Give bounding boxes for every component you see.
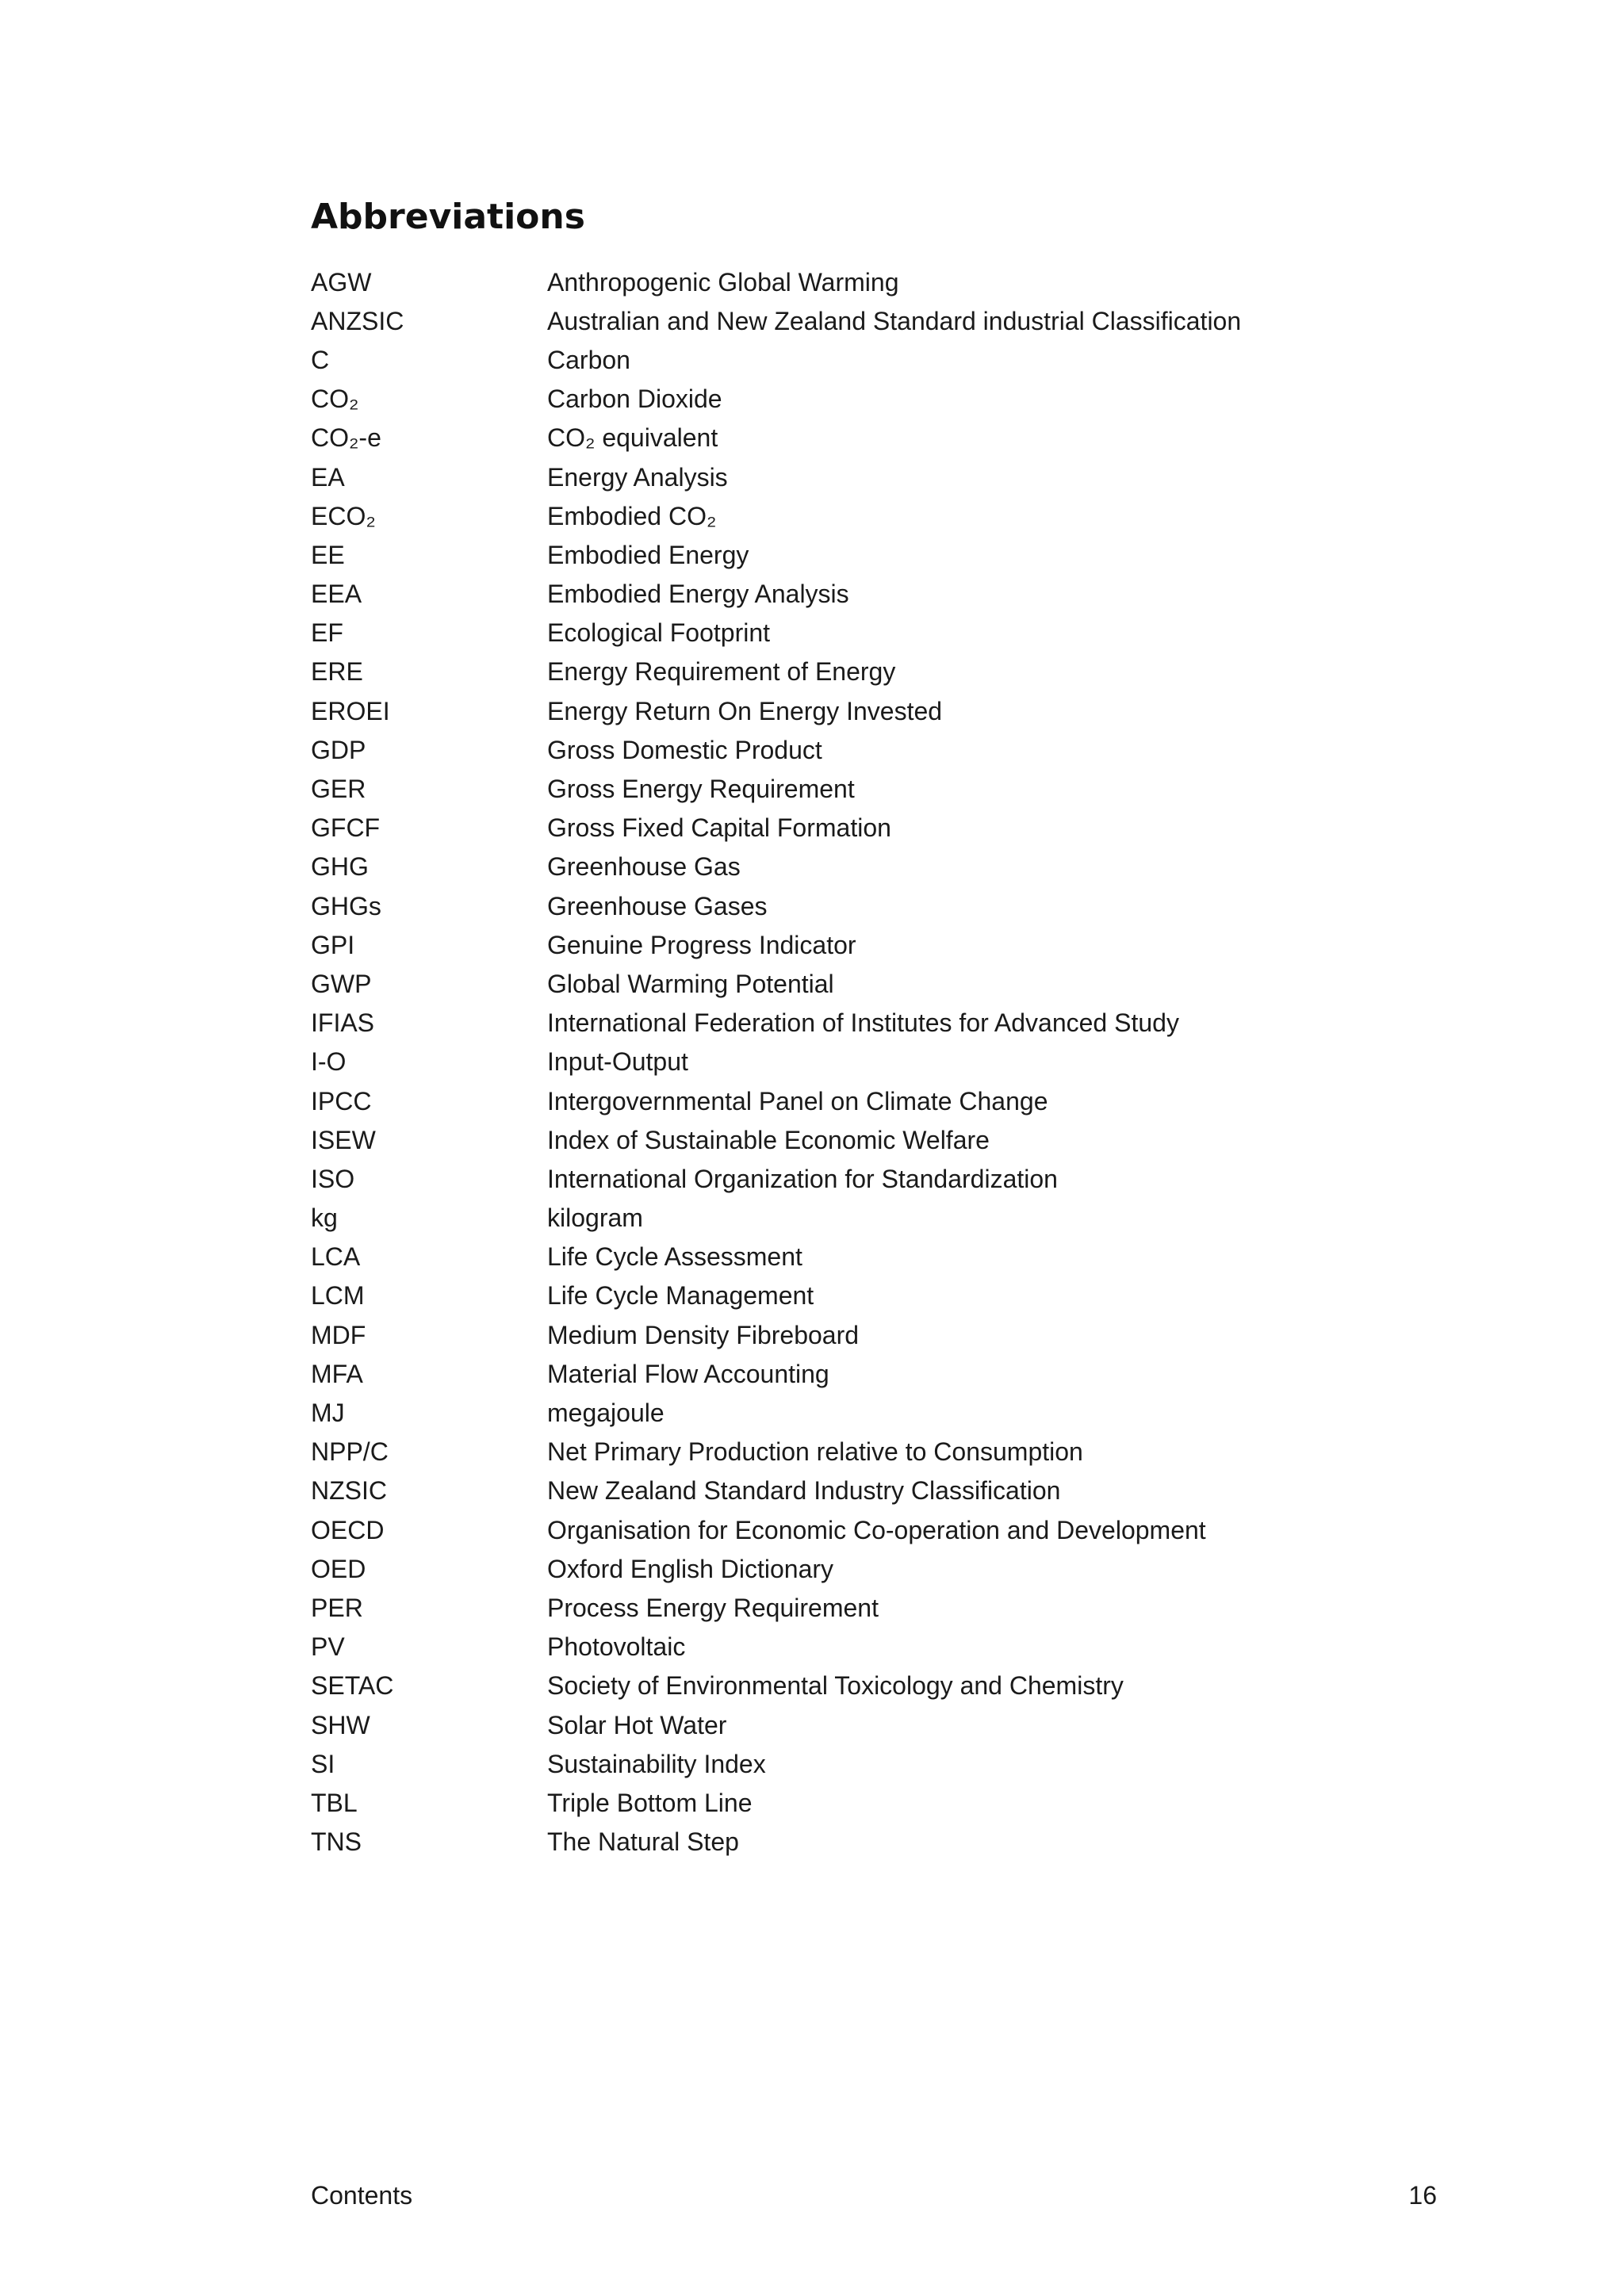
abbreviation-definition: Energy Analysis bbox=[547, 462, 728, 492]
abbreviation-row bbox=[311, 380, 1437, 419]
abbreviation-row bbox=[311, 1081, 1437, 1120]
abbreviation-row bbox=[311, 809, 1437, 848]
abbreviation-row bbox=[311, 1238, 1437, 1276]
abbreviation-code: EA bbox=[311, 462, 345, 492]
abbreviation-row bbox=[311, 535, 1437, 574]
abbreviation-code: ANZSIC bbox=[311, 306, 404, 335]
abbreviation-definition: CO₂ equivalent bbox=[547, 423, 718, 453]
abbreviation-definition: Australian and New Zealand Standard industrial Classification bbox=[547, 306, 1242, 335]
abbreviation-definition: Embodied Energy Analysis bbox=[547, 580, 849, 609]
abbreviation-code: GHG bbox=[311, 852, 369, 882]
abbreviation-definition: Gross Energy Requirement bbox=[547, 775, 855, 804]
abbreviation-definition: Material Flow Accounting bbox=[547, 1359, 829, 1388]
abbreviation-definition: Organisation for Economic Co-operation and Development bbox=[547, 1515, 1206, 1544]
abbreviation-code: I-O bbox=[311, 1047, 347, 1077]
abbreviation-definition: megajoule bbox=[547, 1399, 665, 1428]
abbreviation-definition: Input-Output bbox=[547, 1047, 688, 1077]
abbreviation-row bbox=[311, 340, 1437, 379]
abbreviation-definition: Embodied CO₂ bbox=[547, 501, 717, 530]
abbreviation-code: LCM bbox=[311, 1281, 365, 1311]
abbreviation-definition: Embodied Energy bbox=[547, 540, 749, 569]
abbreviation-row bbox=[311, 848, 1437, 886]
abbreviation-row bbox=[311, 1315, 1437, 1354]
abbreviation-code: SI bbox=[311, 1749, 335, 1778]
abbreviation-definition: Genuine Progress Indicator bbox=[547, 930, 856, 959]
abbreviation-row bbox=[311, 964, 1437, 1003]
abbreviation-code: GFCF bbox=[311, 813, 381, 843]
abbreviation-definition: Society of Environmental Toxicology and Chemistry bbox=[547, 1671, 1124, 1701]
abbreviation-code: LCA bbox=[311, 1242, 361, 1272]
abbreviation-code: MFA bbox=[311, 1359, 363, 1388]
abbreviation-row bbox=[311, 1120, 1437, 1159]
abbreviation-row bbox=[311, 1588, 1437, 1627]
abbreviation-row bbox=[311, 1199, 1437, 1238]
abbreviation-row bbox=[311, 652, 1437, 691]
abbreviation-code: OED bbox=[311, 1554, 366, 1583]
abbreviation-code: PV bbox=[311, 1632, 345, 1662]
abbreviation-definition: Medium Density Fibreboard bbox=[547, 1320, 860, 1349]
abbreviation-row bbox=[311, 1628, 1437, 1667]
abbreviation-definition: Global Warming Potential bbox=[547, 969, 834, 998]
abbreviation-definition: Energy Return On Energy Invested bbox=[547, 696, 943, 725]
abbreviation-definition: Life Cycle Assessment bbox=[547, 1242, 802, 1272]
abbreviation-definition: Photovoltaic bbox=[547, 1632, 686, 1662]
abbreviation-definition: Life Cycle Management bbox=[547, 1281, 814, 1311]
abbreviation-row bbox=[311, 301, 1437, 340]
abbreviation-code: CO₂ bbox=[311, 385, 359, 414]
abbreviation-row bbox=[311, 1471, 1437, 1510]
abbreviation-definition: Gross Domestic Product bbox=[547, 735, 822, 764]
abbreviation-code: EEA bbox=[311, 580, 362, 609]
abbreviation-code: PER bbox=[311, 1593, 363, 1622]
abbreviation-code: GDP bbox=[311, 735, 366, 764]
abbreviation-row bbox=[311, 1510, 1437, 1549]
abbreviation-definition: Ecological Footprint bbox=[547, 618, 771, 648]
abbreviation-code: SHW bbox=[311, 1710, 370, 1739]
abbreviation-definition: Triple Bottom Line bbox=[547, 1788, 753, 1817]
abbreviation-row bbox=[311, 1744, 1437, 1783]
abbreviation-definition: Oxford English Dictionary bbox=[547, 1554, 834, 1583]
abbreviation-definition: Greenhouse Gases bbox=[547, 891, 768, 920]
abbreviation-code: GHGs bbox=[311, 891, 381, 920]
abbreviation-list bbox=[311, 262, 1437, 1862]
abbreviation-code: TBL bbox=[311, 1788, 358, 1817]
abbreviation-code: GER bbox=[311, 775, 366, 804]
abbreviation-row bbox=[311, 730, 1437, 769]
abbreviation-code: ERE bbox=[311, 657, 363, 687]
abbreviation-row bbox=[311, 1433, 1437, 1471]
abbreviation-row bbox=[311, 575, 1437, 614]
abbreviation-definition: Index of Sustainable Economic Welfare bbox=[547, 1125, 990, 1154]
abbreviation-definition: Greenhouse Gas bbox=[547, 852, 741, 882]
abbreviation-code: IPCC bbox=[311, 1086, 372, 1115]
abbreviation-code: C bbox=[311, 345, 330, 374]
abbreviation-definition: Sustainability Index bbox=[547, 1749, 766, 1778]
abbreviation-row bbox=[311, 614, 1437, 652]
abbreviation-row bbox=[311, 769, 1437, 808]
abbreviation-row bbox=[311, 496, 1437, 535]
abbreviation-definition: Gross Fixed Capital Formation bbox=[547, 813, 891, 843]
abbreviation-code: ECO₂ bbox=[311, 501, 376, 530]
abbreviation-row bbox=[311, 1783, 1437, 1822]
abbreviation-code: ISO bbox=[311, 1164, 355, 1193]
abbreviation-code: GPI bbox=[311, 930, 355, 959]
abbreviation-definition: kilogram bbox=[547, 1203, 643, 1233]
abbreviation-row bbox=[311, 1043, 1437, 1081]
abbreviation-definition: Process Energy Requirement bbox=[547, 1593, 879, 1622]
abbreviation-row bbox=[311, 1276, 1437, 1315]
abbreviation-code: GWP bbox=[311, 969, 372, 998]
abbreviation-code: MDF bbox=[311, 1320, 366, 1349]
abbreviation-code: AGW bbox=[311, 267, 372, 297]
footer-page-number: 16 bbox=[1408, 2181, 1437, 2210]
abbreviation-row bbox=[311, 1705, 1437, 1744]
abbreviation-row bbox=[311, 1549, 1437, 1588]
abbreviation-row bbox=[311, 262, 1437, 301]
abbreviation-definition: International Organization for Standardization bbox=[547, 1164, 1058, 1193]
abbreviation-code: CO₂-e bbox=[311, 423, 381, 453]
abbreviation-code: NPP/C bbox=[311, 1437, 389, 1467]
abbreviation-row bbox=[311, 1393, 1437, 1432]
abbreviation-row bbox=[311, 457, 1437, 496]
abbreviation-row bbox=[311, 1159, 1437, 1198]
abbreviation-code: EROEI bbox=[311, 696, 390, 725]
abbreviation-definition: Intergovernmental Panel on Climate Change bbox=[547, 1086, 1048, 1115]
abbreviation-definition: International Federation of Institutes for Advanced Study bbox=[547, 1008, 1179, 1038]
abbreviation-definition: Anthropogenic Global Warming bbox=[547, 267, 899, 297]
abbreviation-code: ISEW bbox=[311, 1125, 376, 1154]
abbreviation-code: EF bbox=[311, 618, 343, 648]
abbreviation-row bbox=[311, 1823, 1437, 1862]
abbreviation-definition: Net Primary Production relative to Consumption bbox=[547, 1437, 1083, 1467]
abbreviation-code: MJ bbox=[311, 1399, 345, 1428]
abbreviation-definition: Solar Hot Water bbox=[547, 1710, 727, 1739]
abbreviation-row bbox=[311, 419, 1437, 457]
abbreviation-row bbox=[311, 1667, 1437, 1705]
abbreviation-code: IFIAS bbox=[311, 1008, 375, 1038]
abbreviation-code: TNS bbox=[311, 1827, 362, 1857]
abbreviation-row bbox=[311, 925, 1437, 964]
abbreviation-code: OECD bbox=[311, 1515, 385, 1544]
abbreviation-row bbox=[311, 691, 1437, 730]
abbreviation-code: kg bbox=[311, 1203, 338, 1233]
abbreviation-code: NZSIC bbox=[311, 1476, 387, 1506]
abbreviation-code: EE bbox=[311, 540, 345, 569]
abbreviation-definition: Carbon Dioxide bbox=[547, 385, 722, 414]
abbreviation-row bbox=[311, 1354, 1437, 1393]
footer-section-label: Contents bbox=[311, 2181, 413, 2210]
page-title: Abbreviations bbox=[311, 197, 585, 237]
abbreviation-code: SETAC bbox=[311, 1671, 394, 1701]
abbreviation-definition: The Natural Step bbox=[547, 1827, 739, 1857]
abbreviation-definition: Energy Requirement of Energy bbox=[547, 657, 896, 687]
abbreviation-definition: Carbon bbox=[547, 345, 630, 374]
abbreviation-definition: New Zealand Standard Industry Classification bbox=[547, 1476, 1061, 1506]
abbreviation-row bbox=[311, 1004, 1437, 1043]
abbreviation-row bbox=[311, 886, 1437, 925]
